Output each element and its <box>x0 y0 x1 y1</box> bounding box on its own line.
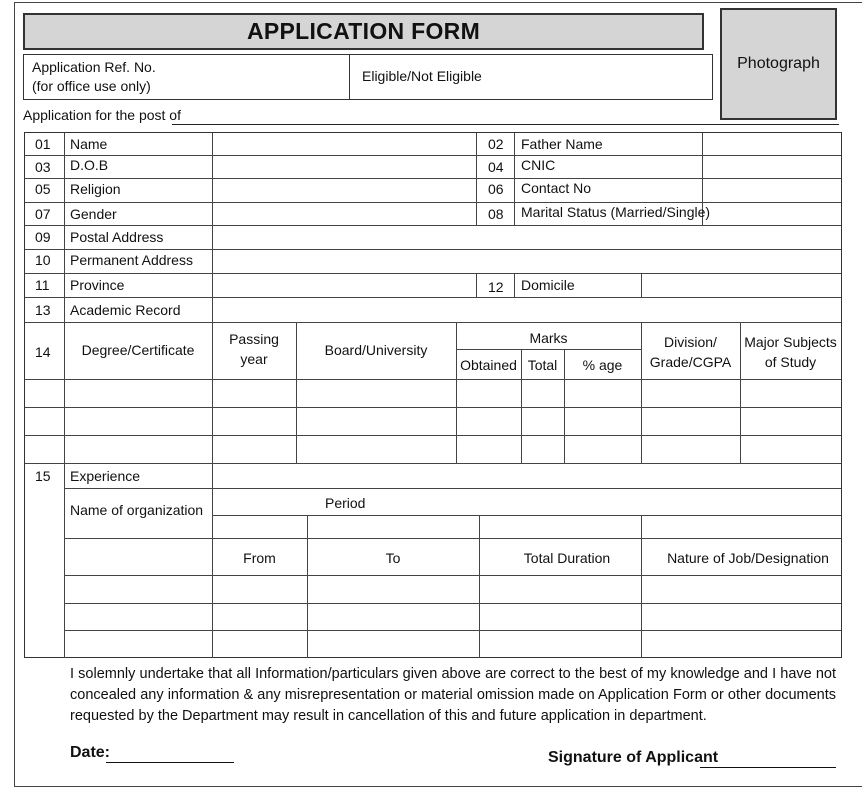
row-line <box>64 538 841 539</box>
row-line <box>25 322 841 323</box>
post-field[interactable] <box>172 124 839 125</box>
col-to: To <box>385 550 401 566</box>
row-line <box>25 225 841 226</box>
form-title: APPLICATION FORM <box>23 13 704 50</box>
marks-subheader-line <box>456 349 641 350</box>
field-no: 05 <box>35 181 51 197</box>
photograph-box[interactable] <box>720 8 837 120</box>
office-use-note: (for office use only) <box>32 78 151 94</box>
col-line <box>641 515 642 658</box>
row-line <box>25 297 841 298</box>
col-degree: Degree/Certificate <box>81 342 195 358</box>
field-label-permanent-address: Permanent Address <box>70 252 193 268</box>
row-line <box>25 273 841 274</box>
field-label-province: Province <box>70 277 125 293</box>
field-label-contact: Contact No <box>521 180 592 196</box>
col-division: Division/ <box>664 334 717 350</box>
field-no: 03 <box>35 159 51 175</box>
field-label-marital-status: Marital Status (Married/Single) <box>521 204 711 220</box>
post-label: Application for the post of <box>23 107 181 123</box>
col-line <box>476 133 477 225</box>
field-label-gender: Gender <box>70 206 117 222</box>
field-no: 10 <box>35 252 51 268</box>
row-line <box>25 178 841 179</box>
field-label-academic-record: Academic Record <box>70 302 181 318</box>
row-line <box>64 488 841 489</box>
col-line <box>514 273 515 298</box>
office-divider <box>349 55 350 99</box>
col-line <box>212 133 213 463</box>
col-passing: Passing <box>229 331 279 347</box>
field-no: 09 <box>35 229 51 245</box>
field-no: 06 <box>488 181 504 197</box>
field-no: 13 <box>35 302 51 318</box>
field-label-experience: Experience <box>70 468 141 484</box>
col-line <box>64 133 65 658</box>
date-label: Date: <box>70 744 111 761</box>
eligibility-label: Eligible/Not Eligible <box>362 68 482 84</box>
field-label-dob: D.O.B <box>70 157 109 173</box>
field-label-father-name: Father Name <box>521 136 603 152</box>
col-line <box>212 463 213 488</box>
col-nature-of-job: Nature of Job/Designation <box>667 550 829 566</box>
field-label-domicile: Domicile <box>521 277 575 293</box>
signature-field[interactable] <box>700 767 836 768</box>
ref-no-label: Application Ref. No. <box>32 59 156 75</box>
row-line <box>25 379 841 380</box>
row-line <box>25 407 841 408</box>
row-line <box>64 603 841 604</box>
row-line <box>25 463 841 464</box>
col-grade: Grade/CGPA <box>649 354 732 370</box>
col-total-duration: Total Duration <box>523 550 611 566</box>
field-no: 08 <box>488 206 504 222</box>
photograph-label: Photograph <box>737 55 820 72</box>
row-line <box>25 249 841 250</box>
field-label-religion: Religion <box>70 181 121 197</box>
col-line <box>307 515 308 658</box>
col-line <box>479 515 480 658</box>
field-label-postal-address: Postal Address <box>70 229 164 245</box>
col-subjects: Major Subjects <box>744 334 837 350</box>
field-label-name: Name <box>70 136 108 152</box>
field-label-cnic: CNIC <box>521 157 556 173</box>
field-no: 07 <box>35 206 51 222</box>
col-line <box>212 488 213 658</box>
col-obtained: Obtained <box>460 357 517 373</box>
col-total: Total <box>527 357 558 373</box>
row-line <box>25 155 841 156</box>
col-organization: Name of organization <box>70 502 204 518</box>
field-no: 12 <box>488 279 504 295</box>
col-from: From <box>243 550 276 566</box>
col-line <box>476 273 477 298</box>
declaration-text: I solemnly undertake that all Information/particulars given above are correct to the best of my knowledge and I have not concealed any information & any misrepresentation or material omission made on Application Form or other documents requested by the Department may result in cancellation of this and future application in department. <box>70 666 836 724</box>
field-no: 01 <box>35 136 51 152</box>
row-line <box>25 202 841 203</box>
col-line <box>641 273 642 298</box>
col-passing-year: year <box>240 351 268 367</box>
col-percent: % age <box>582 357 623 373</box>
field-no: 04 <box>488 159 504 175</box>
col-period: Period <box>325 495 366 511</box>
field-no: 02 <box>488 136 504 152</box>
row-line <box>64 575 841 576</box>
col-marks: Marks <box>529 330 568 346</box>
office-use-box <box>23 54 713 100</box>
field-no: 15 <box>35 468 51 484</box>
col-of-study: of Study <box>764 354 817 370</box>
date-field[interactable] <box>106 762 234 763</box>
field-no: 11 <box>35 277 50 293</box>
col-line <box>514 133 515 225</box>
row-line <box>25 435 841 436</box>
signature-label: Signature of Applicant <box>548 749 719 766</box>
row-line <box>64 630 841 631</box>
field-no: 14 <box>35 344 51 360</box>
col-board: Board/University <box>324 342 428 358</box>
details-table <box>24 132 842 658</box>
